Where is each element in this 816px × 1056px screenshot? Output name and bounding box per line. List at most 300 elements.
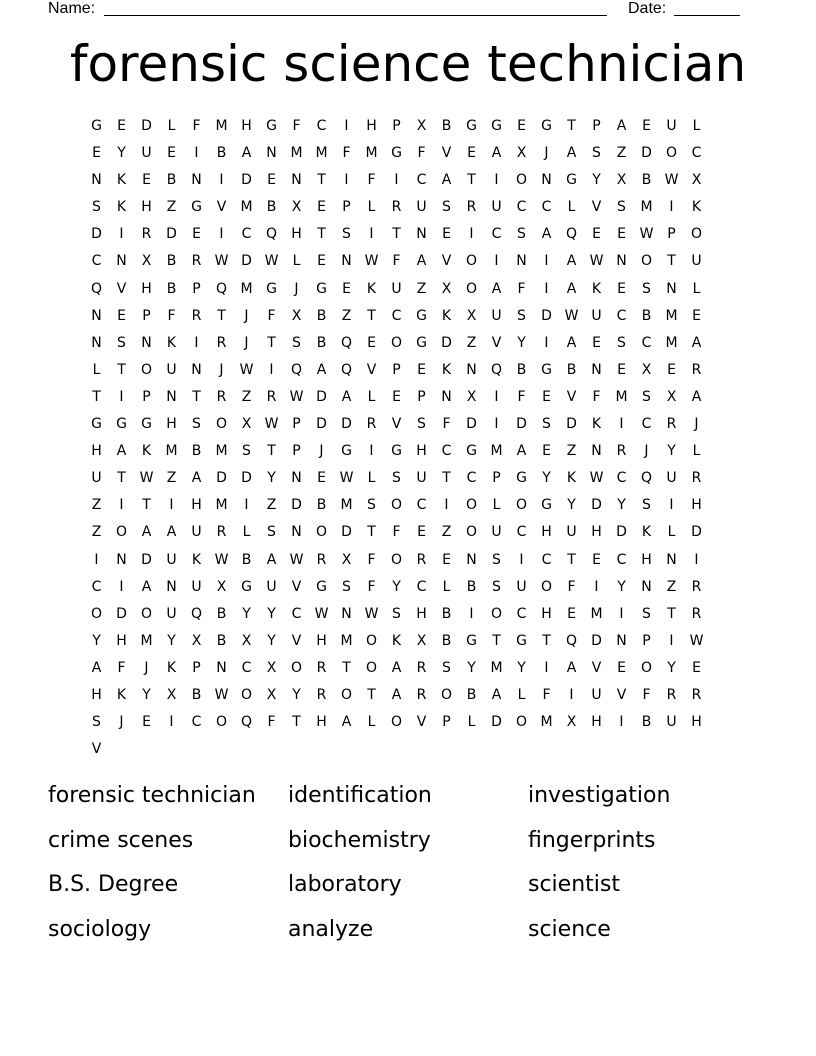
grid-letter[interactable]: V: [216, 199, 227, 216]
grid-letter[interactable]: N: [116, 253, 127, 270]
grid-letter[interactable]: E: [592, 334, 601, 351]
grid-letter[interactable]: G: [566, 172, 577, 189]
grid-letter[interactable]: X: [266, 659, 277, 676]
grid-letter[interactable]: K: [166, 659, 177, 676]
grid-letter[interactable]: C: [466, 470, 477, 487]
grid-letter[interactable]: X: [241, 632, 252, 649]
grid-letter[interactable]: V: [291, 632, 302, 649]
grid-letter[interactable]: S: [267, 524, 276, 541]
grid-letter[interactable]: C: [316, 118, 327, 134]
grid-letter[interactable]: K: [441, 361, 452, 378]
grid-letter[interactable]: L: [467, 714, 476, 731]
grid-letter[interactable]: M: [590, 605, 603, 622]
grid-letter[interactable]: O: [665, 145, 678, 162]
grid-letter[interactable]: S: [442, 659, 451, 676]
grid-letter[interactable]: D: [616, 524, 627, 541]
grid-letter[interactable]: M: [290, 145, 303, 162]
grid-letter[interactable]: V: [616, 686, 627, 703]
grid-letter[interactable]: F: [567, 578, 576, 595]
grid-letter[interactable]: P: [667, 226, 676, 243]
grid-letter[interactable]: F: [167, 307, 176, 324]
grid-letter[interactable]: O: [315, 524, 328, 541]
grid-letter[interactable]: C: [391, 307, 402, 324]
grid-letter[interactable]: W: [689, 632, 704, 649]
grid-letter[interactable]: K: [116, 172, 127, 189]
grid-letter[interactable]: G: [466, 443, 477, 460]
grid-letter[interactable]: E: [667, 361, 676, 378]
grid-letter[interactable]: G: [391, 443, 402, 460]
grid-letter[interactable]: B: [166, 280, 177, 297]
grid-letter[interactable]: H: [91, 443, 102, 460]
grid-letter[interactable]: L: [692, 118, 701, 134]
grid-letter[interactable]: S: [492, 578, 501, 595]
grid-letter[interactable]: E: [592, 226, 601, 243]
grid-letter[interactable]: G: [141, 416, 152, 433]
grid-letter[interactable]: W: [289, 551, 304, 568]
grid-letter[interactable]: R: [391, 199, 402, 216]
grid-letter[interactable]: C: [416, 578, 427, 595]
grid-letter[interactable]: W: [589, 470, 604, 487]
grid-letter[interactable]: Y: [617, 578, 626, 595]
grid-letter[interactable]: T: [192, 388, 201, 405]
grid-letter[interactable]: M: [640, 199, 653, 216]
grid-letter[interactable]: R: [316, 659, 327, 676]
grid-letter[interactable]: E: [617, 280, 626, 297]
grid-letter[interactable]: I: [469, 605, 474, 622]
grid-letter[interactable]: L: [567, 199, 576, 216]
grid-letter[interactable]: X: [291, 199, 302, 216]
grid-letter[interactable]: N: [541, 172, 552, 189]
grid-letter[interactable]: Z: [466, 334, 477, 351]
grid-letter[interactable]: Y: [292, 686, 301, 703]
grid-letter[interactable]: X: [191, 632, 202, 649]
grid-letter[interactable]: L: [442, 578, 451, 595]
grid-letter[interactable]: U: [591, 307, 602, 324]
grid-letter[interactable]: O: [240, 686, 253, 703]
grid-letter[interactable]: G: [341, 443, 352, 460]
grid-letter[interactable]: M: [665, 334, 678, 351]
grid-letter[interactable]: I: [519, 551, 524, 568]
grid-letter[interactable]: W: [214, 551, 229, 568]
grid-letter[interactable]: S: [517, 307, 526, 324]
grid-letter[interactable]: R: [216, 388, 227, 405]
grid-letter[interactable]: N: [666, 280, 677, 297]
grid-letter[interactable]: C: [691, 145, 702, 162]
grid-letter[interactable]: M: [340, 632, 353, 649]
grid-letter[interactable]: V: [291, 578, 302, 595]
grid-letter[interactable]: Y: [117, 145, 126, 162]
grid-letter[interactable]: T: [667, 253, 676, 270]
grid-letter[interactable]: S: [117, 334, 126, 351]
grid-letter[interactable]: K: [116, 199, 127, 216]
grid-letter[interactable]: A: [491, 145, 502, 162]
grid-letter[interactable]: H: [691, 714, 702, 731]
grid-letter[interactable]: B: [566, 361, 577, 378]
grid-letter[interactable]: F: [292, 118, 301, 134]
grid-letter[interactable]: E: [467, 145, 476, 162]
grid-letter[interactable]: S: [392, 605, 401, 622]
grid-letter[interactable]: E: [642, 118, 651, 134]
grid-letter[interactable]: J: [219, 361, 224, 378]
grid-letter[interactable]: G: [266, 118, 277, 134]
grid-letter[interactable]: O: [640, 253, 653, 270]
grid-letter[interactable]: Y: [667, 443, 676, 460]
grid-letter[interactable]: N: [91, 172, 102, 189]
grid-letter[interactable]: H: [416, 605, 427, 622]
grid-letter[interactable]: B: [316, 307, 327, 324]
grid-letter[interactable]: X: [141, 253, 152, 270]
grid-letter[interactable]: X: [616, 172, 627, 189]
grid-letter[interactable]: T: [367, 307, 376, 324]
grid-letter[interactable]: S: [642, 497, 651, 514]
grid-letter[interactable]: I: [344, 172, 349, 189]
grid-letter[interactable]: V: [366, 361, 377, 378]
grid-letter[interactable]: Q: [265, 226, 278, 243]
grid-letter[interactable]: S: [592, 145, 601, 162]
grid-letter[interactable]: M: [215, 118, 228, 134]
grid-letter[interactable]: L: [667, 524, 676, 541]
grid-letter[interactable]: F: [367, 172, 376, 189]
grid-letter[interactable]: U: [491, 524, 502, 541]
grid-letter[interactable]: D: [591, 632, 602, 649]
grid-letter[interactable]: N: [591, 443, 602, 460]
grid-letter[interactable]: G: [541, 118, 552, 134]
grid-letter[interactable]: Y: [592, 172, 601, 189]
grid-letter[interactable]: P: [142, 307, 151, 324]
grid-letter[interactable]: E: [692, 307, 701, 324]
grid-letter[interactable]: A: [391, 686, 402, 703]
grid-letter[interactable]: Z: [166, 199, 177, 216]
grid-letter[interactable]: D: [641, 145, 652, 162]
grid-letter[interactable]: T: [567, 118, 576, 134]
grid-letter[interactable]: E: [617, 226, 626, 243]
grid-letter[interactable]: K: [591, 416, 602, 433]
grid-letter[interactable]: U: [416, 470, 427, 487]
grid-letter[interactable]: O: [640, 659, 653, 676]
grid-letter[interactable]: D: [141, 118, 152, 134]
grid-letter[interactable]: H: [316, 632, 327, 649]
grid-letter[interactable]: R: [691, 470, 702, 487]
grid-letter[interactable]: G: [416, 307, 427, 324]
grid-letter[interactable]: N: [516, 253, 527, 270]
grid-letter[interactable]: I: [444, 497, 449, 514]
grid-letter[interactable]: S: [517, 226, 526, 243]
grid-letter[interactable]: K: [641, 524, 652, 541]
grid-letter[interactable]: B: [441, 118, 452, 134]
grid-letter[interactable]: E: [442, 551, 451, 568]
grid-letter[interactable]: D: [91, 226, 102, 243]
grid-letter[interactable]: Y: [267, 632, 276, 649]
grid-letter[interactable]: C: [616, 470, 627, 487]
grid-letter[interactable]: X: [566, 714, 577, 731]
grid-letter[interactable]: Y: [142, 686, 151, 703]
grid-letter[interactable]: E: [317, 199, 326, 216]
grid-letter[interactable]: R: [666, 686, 677, 703]
grid-letter[interactable]: B: [166, 172, 177, 189]
grid-letter[interactable]: U: [666, 118, 677, 134]
grid-letter[interactable]: W: [139, 470, 154, 487]
grid-letter[interactable]: F: [342, 145, 351, 162]
grid-letter[interactable]: X: [241, 416, 252, 433]
grid-letter[interactable]: L: [692, 443, 701, 460]
grid-letter[interactable]: E: [417, 524, 426, 541]
grid-letter[interactable]: I: [194, 334, 199, 351]
grid-letter[interactable]: R: [191, 253, 202, 270]
grid-letter[interactable]: K: [591, 280, 602, 297]
grid-letter[interactable]: U: [591, 686, 602, 703]
grid-letter[interactable]: A: [541, 226, 552, 243]
grid-letter[interactable]: A: [241, 145, 252, 162]
grid-letter[interactable]: T: [442, 470, 451, 487]
grid-letter[interactable]: B: [191, 443, 202, 460]
grid-letter[interactable]: E: [167, 145, 176, 162]
grid-letter[interactable]: B: [216, 145, 227, 162]
grid-letter[interactable]: Q: [490, 361, 503, 378]
grid-letter[interactable]: G: [316, 280, 327, 297]
grid-letter[interactable]: N: [141, 334, 152, 351]
grid-letter[interactable]: Z: [566, 443, 577, 460]
grid-letter[interactable]: Q: [340, 334, 353, 351]
grid-letter[interactable]: I: [269, 361, 274, 378]
grid-letter[interactable]: T: [142, 497, 151, 514]
grid-letter[interactable]: Z: [616, 145, 627, 162]
grid-letter[interactable]: Q: [190, 605, 203, 622]
grid-letter[interactable]: T: [217, 307, 226, 324]
grid-letter[interactable]: O: [465, 253, 478, 270]
grid-letter[interactable]: I: [119, 578, 124, 595]
grid-letter[interactable]: I: [169, 497, 174, 514]
grid-letter[interactable]: K: [141, 443, 152, 460]
grid-letter[interactable]: O: [490, 605, 503, 622]
grid-letter[interactable]: I: [494, 172, 499, 189]
grid-letter[interactable]: I: [619, 416, 624, 433]
grid-letter[interactable]: M: [615, 388, 628, 405]
grid-letter[interactable]: N: [341, 253, 352, 270]
grid-letter[interactable]: H: [416, 443, 427, 460]
grid-letter[interactable]: H: [591, 714, 602, 731]
grid-letter[interactable]: N: [466, 551, 477, 568]
grid-letter[interactable]: M: [140, 632, 153, 649]
grid-letter[interactable]: M: [665, 307, 678, 324]
grid-letter[interactable]: Y: [542, 470, 551, 487]
grid-letter[interactable]: N: [216, 659, 227, 676]
grid-letter[interactable]: S: [642, 388, 651, 405]
grid-letter[interactable]: U: [166, 551, 177, 568]
grid-letter[interactable]: Y: [567, 497, 576, 514]
grid-letter[interactable]: I: [194, 145, 199, 162]
grid-letter[interactable]: E: [192, 226, 201, 243]
grid-letter[interactable]: Q: [240, 714, 253, 731]
grid-letter[interactable]: I: [219, 226, 224, 243]
grid-letter[interactable]: O: [140, 361, 153, 378]
grid-letter[interactable]: E: [142, 714, 151, 731]
grid-letter[interactable]: W: [264, 416, 279, 433]
grid-letter[interactable]: V: [391, 416, 402, 433]
grid-letter[interactable]: E: [392, 388, 401, 405]
grid-letter[interactable]: S: [392, 470, 401, 487]
grid-letter[interactable]: G: [416, 334, 427, 351]
grid-letter[interactable]: I: [119, 226, 124, 243]
grid-letter[interactable]: A: [491, 280, 502, 297]
grid-letter[interactable]: R: [316, 551, 327, 568]
grid-letter[interactable]: M: [315, 145, 328, 162]
grid-letter[interactable]: S: [617, 334, 626, 351]
grid-letter[interactable]: D: [516, 416, 527, 433]
grid-letter[interactable]: I: [169, 714, 174, 731]
grid-letter[interactable]: Q: [290, 361, 303, 378]
grid-letter[interactable]: I: [119, 388, 124, 405]
grid-letter[interactable]: P: [292, 416, 301, 433]
grid-letter[interactable]: C: [416, 172, 427, 189]
date-blank[interactable]: [674, 15, 740, 16]
grid-letter[interactable]: U: [566, 524, 577, 541]
grid-letter[interactable]: Z: [166, 470, 177, 487]
grid-letter[interactable]: C: [541, 551, 552, 568]
grid-letter[interactable]: V: [491, 334, 502, 351]
grid-letter[interactable]: C: [516, 605, 527, 622]
grid-letter[interactable]: K: [441, 307, 452, 324]
grid-letter[interactable]: N: [416, 226, 427, 243]
grid-letter[interactable]: N: [341, 605, 352, 622]
grid-letter[interactable]: W: [339, 470, 354, 487]
grid-letter[interactable]: D: [216, 470, 227, 487]
grid-letter[interactable]: T: [117, 361, 126, 378]
grid-letter[interactable]: E: [367, 334, 376, 351]
grid-letter[interactable]: Y: [517, 334, 526, 351]
grid-letter[interactable]: T: [467, 172, 476, 189]
grid-letter[interactable]: F: [642, 686, 651, 703]
grid-letter[interactable]: A: [566, 253, 577, 270]
grid-letter[interactable]: H: [91, 686, 102, 703]
grid-letter[interactable]: E: [317, 470, 326, 487]
grid-letter[interactable]: L: [92, 361, 101, 378]
grid-letter[interactable]: I: [244, 497, 249, 514]
grid-letter[interactable]: G: [491, 118, 502, 134]
grid-letter[interactable]: X: [166, 686, 177, 703]
grid-letter[interactable]: Y: [667, 659, 676, 676]
grid-letter[interactable]: S: [342, 578, 351, 595]
grid-letter[interactable]: W: [239, 361, 254, 378]
grid-letter[interactable]: O: [540, 578, 553, 595]
grid-letter[interactable]: G: [91, 416, 102, 433]
grid-letter[interactable]: R: [691, 686, 702, 703]
grid-letter[interactable]: E: [342, 280, 351, 297]
grid-letter[interactable]: F: [517, 388, 526, 405]
grid-letter[interactable]: T: [367, 524, 376, 541]
grid-letter[interactable]: I: [669, 199, 674, 216]
grid-letter[interactable]: P: [292, 443, 301, 460]
grid-letter[interactable]: B: [641, 714, 652, 731]
grid-letter[interactable]: P: [442, 714, 451, 731]
grid-letter[interactable]: A: [566, 280, 577, 297]
grid-letter[interactable]: A: [116, 443, 127, 460]
grid-letter[interactable]: D: [341, 416, 352, 433]
grid-letter[interactable]: N: [166, 578, 177, 595]
grid-letter[interactable]: W: [639, 226, 654, 243]
grid-letter[interactable]: O: [365, 659, 378, 676]
grid-letter[interactable]: H: [541, 524, 552, 541]
grid-letter[interactable]: I: [544, 659, 549, 676]
grid-letter[interactable]: D: [316, 416, 327, 433]
grid-letter[interactable]: Z: [666, 578, 677, 595]
name-blank[interactable]: [104, 15, 607, 16]
grid-letter[interactable]: O: [465, 497, 478, 514]
grid-letter[interactable]: L: [517, 686, 526, 703]
grid-letter[interactable]: H: [166, 416, 177, 433]
grid-letter[interactable]: Q: [340, 361, 353, 378]
grid-letter[interactable]: X: [516, 145, 527, 162]
grid-letter[interactable]: L: [367, 470, 376, 487]
grid-letter[interactable]: I: [219, 172, 224, 189]
grid-letter[interactable]: V: [591, 659, 602, 676]
grid-letter[interactable]: T: [317, 226, 326, 243]
grid-letter[interactable]: N: [91, 334, 102, 351]
grid-letter[interactable]: I: [494, 253, 499, 270]
grid-letter[interactable]: O: [390, 334, 403, 351]
grid-letter[interactable]: O: [440, 686, 453, 703]
grid-letter[interactable]: Q: [640, 470, 653, 487]
grid-letter[interactable]: S: [617, 199, 626, 216]
grid-letter[interactable]: O: [215, 714, 228, 731]
grid-letter[interactable]: O: [465, 280, 478, 297]
grid-letter[interactable]: A: [141, 524, 152, 541]
grid-letter[interactable]: O: [365, 632, 378, 649]
grid-letter[interactable]: I: [344, 118, 349, 134]
grid-letter[interactable]: M: [240, 280, 253, 297]
grid-letter[interactable]: S: [642, 280, 651, 297]
grid-letter[interactable]: A: [341, 714, 352, 731]
grid-letter[interactable]: S: [417, 416, 426, 433]
grid-letter[interactable]: E: [417, 361, 426, 378]
grid-letter[interactable]: G: [116, 416, 127, 433]
grid-letter[interactable]: C: [641, 416, 652, 433]
grid-letter[interactable]: H: [291, 226, 302, 243]
grid-letter[interactable]: A: [341, 388, 352, 405]
grid-letter[interactable]: M: [340, 497, 353, 514]
grid-letter[interactable]: O: [115, 524, 128, 541]
grid-letter[interactable]: B: [641, 172, 652, 189]
grid-letter[interactable]: C: [416, 497, 427, 514]
grid-letter[interactable]: L: [242, 524, 251, 541]
grid-letter[interactable]: A: [616, 118, 627, 134]
grid-letter[interactable]: N: [466, 361, 477, 378]
grid-letter[interactable]: N: [291, 470, 302, 487]
grid-letter[interactable]: W: [589, 253, 604, 270]
grid-letter[interactable]: A: [566, 659, 577, 676]
grid-letter[interactable]: V: [591, 199, 602, 216]
grid-letter[interactable]: V: [441, 253, 452, 270]
grid-letter[interactable]: A: [491, 686, 502, 703]
grid-letter[interactable]: F: [517, 280, 526, 297]
grid-letter[interactable]: B: [216, 605, 227, 622]
grid-letter[interactable]: P: [192, 280, 201, 297]
grid-letter[interactable]: S: [642, 605, 651, 622]
grid-letter[interactable]: W: [314, 605, 329, 622]
grid-letter[interactable]: L: [492, 497, 501, 514]
grid-letter[interactable]: F: [367, 578, 376, 595]
grid-letter[interactable]: M: [365, 145, 378, 162]
grid-letter[interactable]: N: [191, 361, 202, 378]
grid-letter[interactable]: U: [691, 253, 702, 270]
grid-letter[interactable]: N: [666, 551, 677, 568]
grid-letter[interactable]: R: [666, 416, 677, 433]
grid-letter[interactable]: F: [267, 307, 276, 324]
grid-letter[interactable]: N: [91, 307, 102, 324]
grid-letter[interactable]: O: [515, 497, 528, 514]
grid-letter[interactable]: A: [316, 361, 327, 378]
grid-letter[interactable]: X: [466, 307, 477, 324]
grid-letter[interactable]: X: [441, 280, 452, 297]
